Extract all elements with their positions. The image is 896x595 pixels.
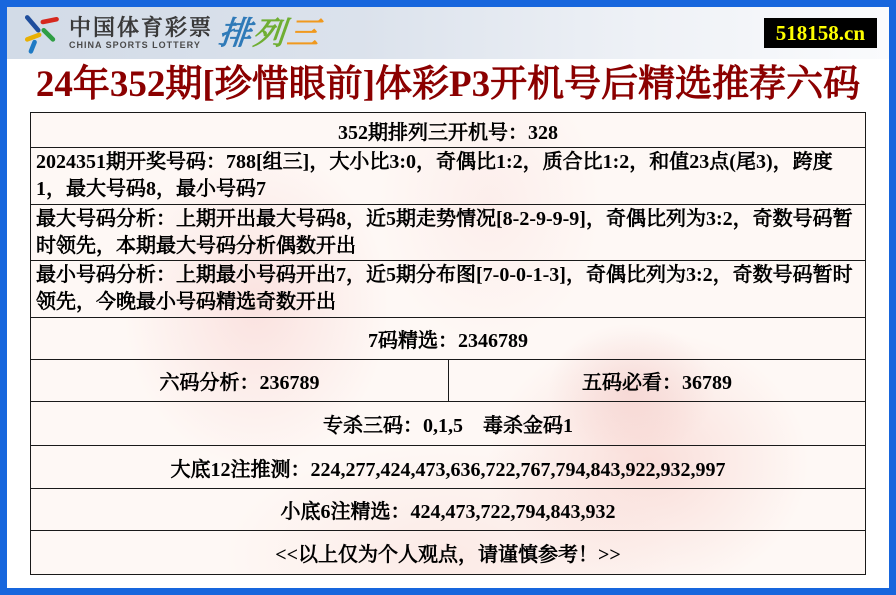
brand-char-3: 三 <box>285 15 323 51</box>
row-7code-pick: 7码精选：2346789 <box>31 318 865 360</box>
row-6code-5code <box>31 360 865 402</box>
brand-pailiesan <box>217 17 322 49</box>
lottery-logo-icon <box>19 11 63 55</box>
logo-cn-text: 中国体育彩票 <box>69 14 214 40</box>
logo-en-text: CHINA SPORTS LOTTERY <box>69 39 201 50</box>
row-disclaimer: <<以上仅为个人观点，请谨慎参考！>> <box>275 544 621 566</box>
row-min-analysis: 最小号码分析：上期最小号码开出7，近5期分布图[7-0-0-1-3]，奇偶比列为3:2，奇数号码暂时领先，今晚最小号码精选奇数开出 <box>31 261 865 318</box>
logo-text <box>69 14 214 50</box>
row-12-predictions: 大底12注推测：224,277,424,473,636,722,767,794,843,922,932,997 <box>31 446 865 489</box>
page-title: 24年352期[珍惜眼前]体彩P3开机号后精选推荐六码 <box>35 64 861 105</box>
lottery-logo <box>19 11 321 55</box>
prediction-table <box>30 112 866 575</box>
site-url-badge: 518158.cn <box>764 18 877 48</box>
row-kill-codes: 专杀三码：0,1,5 毒杀金码1 <box>31 402 865 446</box>
cell-6code: 六码分析：236789 <box>159 372 320 394</box>
brand-char-1: 排 <box>217 15 255 51</box>
row-jiqi-number: 352期排列三开机号：328 <box>31 113 865 148</box>
brand-char-2: 列 <box>251 15 289 51</box>
row-6-picks: 小底6注精选：424,473,722,794,843,932 <box>31 489 865 531</box>
cell-5code: 五码必看：36789 <box>448 360 865 401</box>
row-max-analysis: 最大号码分析：上期开出最大号码8，近5期走势情况[8-2-9-9-9]，奇偶比列为3:2，奇数号码暂时领先，本期最大号码分析偶数开出 <box>31 205 865 261</box>
row-last-draw: 2024351期开奖号码：788[组三]，大小比3:0，奇偶比1:2，质合比1:2，和值23点(尾3)，跨度1，最大号码8，最小号码7 <box>31 148 865 205</box>
site-header <box>7 7 889 59</box>
